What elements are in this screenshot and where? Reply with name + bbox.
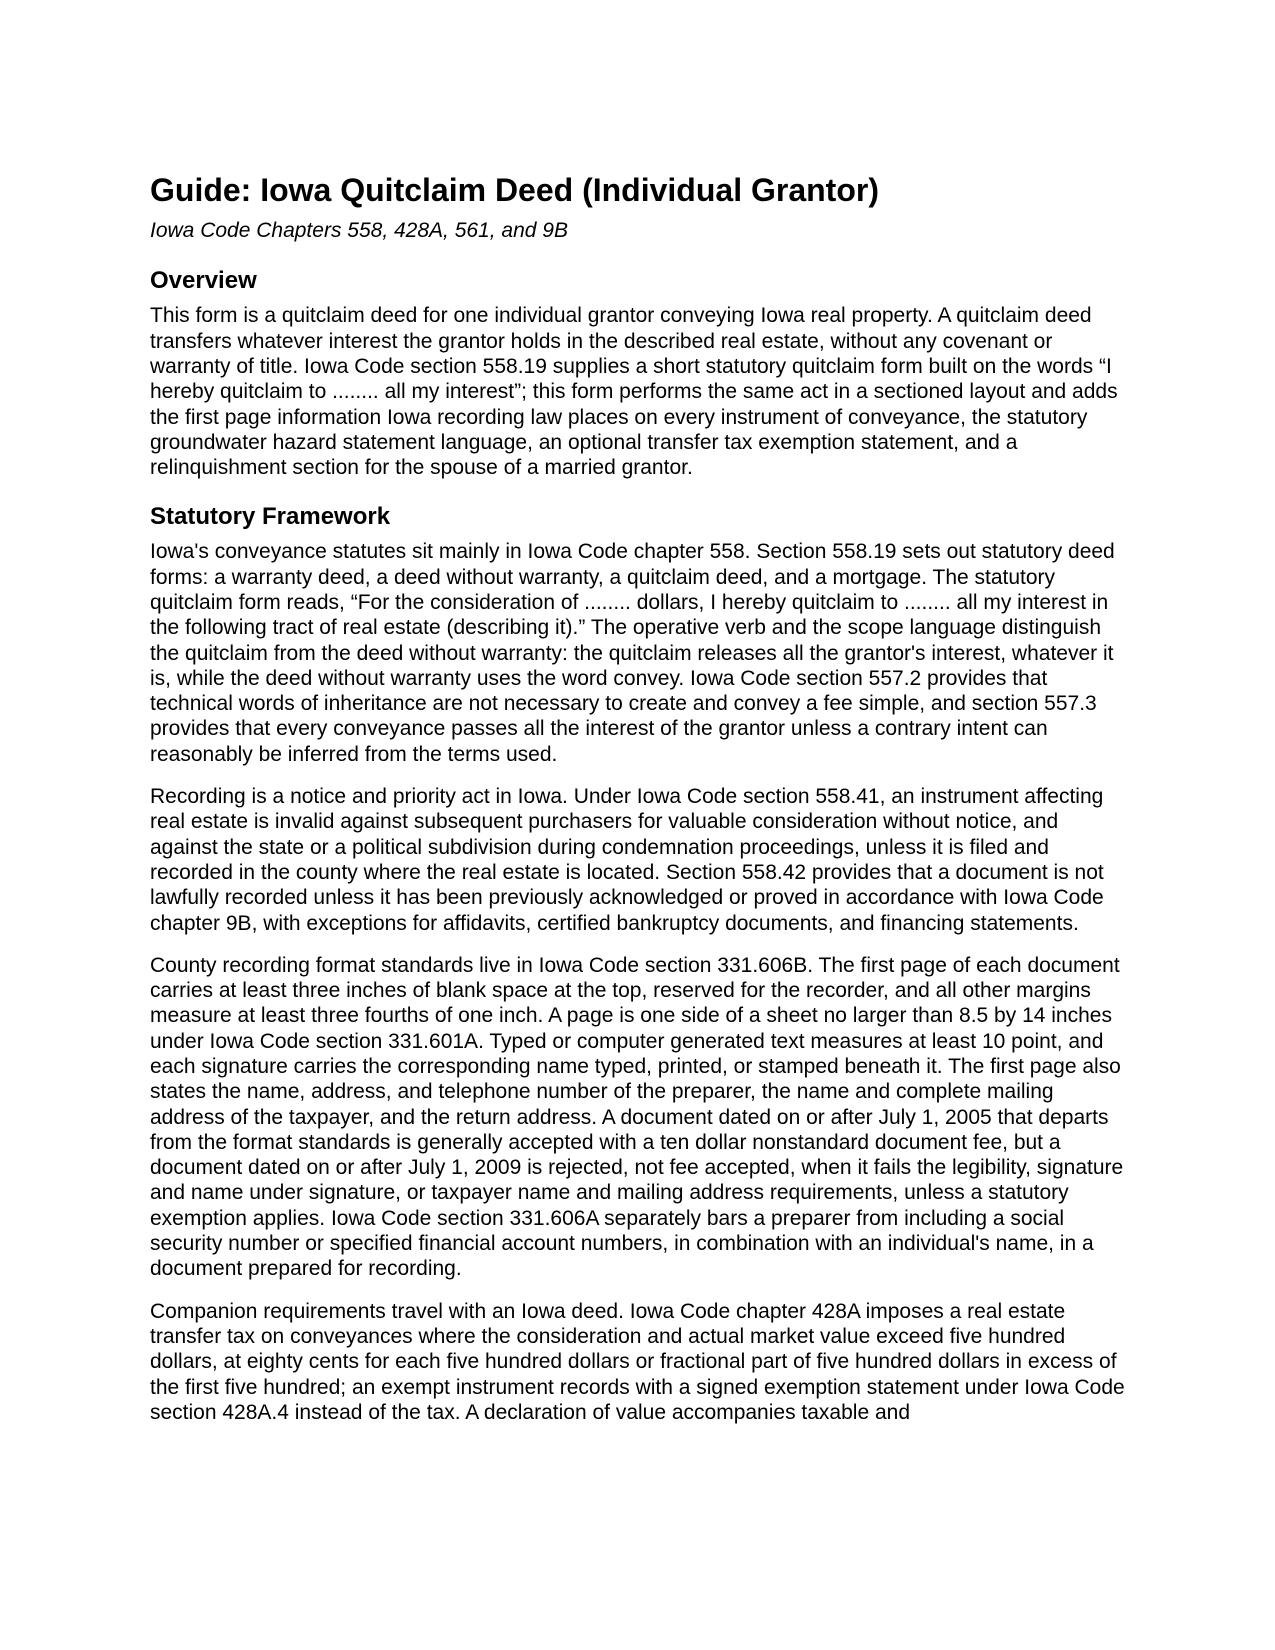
framework-paragraph-3: County recording format standards live in Iowa Code section 331.606B. The first page of each document carries at least three inches of blank space at the top, reserved for the recorder, and all other margins measure at least three fourths of one inch. A page is one side of a sheet no larger than 8.5 by 14 inches under Iowa Code section 331.601A. Typed or computer generated text measures at least 10 point, and each signature carries the corresponding name typed, printed, or stamped beneath it. The first page also states the name, address, and telephone number of the preparer, the name and complete mailing address of the taxpayer, and the return address. A document dated on or after July 1, 2005 that departs from the format standards is generally accepted with a ten dollar nonstandard document fee, but a document dated on or after July 1, 2009 is rejected, not fee accepted, when it fails the legibility, signature and name under signature, or taxpayer name and mailing address requirements, unless a statutory exemption applies. Iowa Code section 331.606A separately bars a preparer from including a social security number or specified financial account numbers, in combination with an individual's name, in a document prepared for recording. (150, 953, 1124, 1281)
document-title: Guide: Iowa Quitclaim Deed (Individual Grantor) (150, 172, 879, 208)
section-heading-statutory-framework: Statutory Framework (150, 502, 391, 530)
document-page (150, 171, 1125, 1442)
section-heading-overview: Overview (150, 266, 257, 294)
framework-paragraph-1: Iowa's conveyance statutes sit mainly in Iowa Code chapter 558. Section 558.19 sets out statutory deed forms: a warranty deed, a deed without warranty, a quitclaim deed, and a mortgage. The statutory quitclaim form reads, “For the consideration of ........ dollars, I hereby quitclaim to ........ all my interest in the following tract of real estate (describing it).” The operative verb and the scope language distinguish the quitclaim from the deed without warranty: the quitclaim releases all the grantor's interest, whatever it is, while the deed without warranty uses the word convey. Iowa Code section 557.2 provides that technical words of inheritance are not necessary to create and convey a fee simple, and section 557.3 provides that every conveyance passes all the interest of the grantor unless a contrary intent can reasonably be inferred from the terms used. (150, 540, 1115, 766)
section-statutory-framework (150, 503, 1125, 1426)
overview-paragraph-1: This form is a quitclaim deed for one individual grantor conveying Iowa real property. A quitclaim deed transfers whatever interest the grantor holds in the described real estate, without any covenant or warranty of title. Iowa Code section 558.19 supplies a short statutory quitclaim form built on the words “I hereby quitclaim to ........ all my interest”; this form performs the same act in a sectioned layout and adds the first page information Iowa recording law places on every instrument of conveyance, the statutory groundwater hazard statement language, an optional transfer tax exemption statement, and a relinquishment section for the spouse of a married grantor. (150, 304, 1118, 480)
document-subtitle: Iowa Code Chapters 558, 428A, 561, and 9B (150, 219, 568, 243)
framework-paragraph-2: Recording is a notice and priority act in Iowa. Under Iowa Code section 558.41, an instrument affecting real estate is invalid against subsequent purchasers for valuable consideration without notice, and against the state or a political subdivision during condemnation proceedings, unless it is filed and recorded in the county where the real estate is located. Section 558.42 provides that a document is not lawfully recorded unless it has been previously acknowledged or proved in accordance with Iowa Code chapter 9B, with exceptions for affidavits, certified bankruptcy documents, and financing statements. (150, 785, 1104, 935)
framework-paragraph-4: Companion requirements travel with an Iowa deed. Iowa Code chapter 428A imposes a real estate transfer tax on conveyances where the consideration and actual market value exceed five hundred dollars, at eighty cents for each five hundred dollars or fractional part of five hundred dollars in excess of the first five hundred; an exempt instrument records with a signed exemption statement under Iowa Code section 428A.4 instead of the tax. A declaration of value accompanies taxable and (150, 1299, 1125, 1424)
section-overview (150, 267, 1125, 481)
